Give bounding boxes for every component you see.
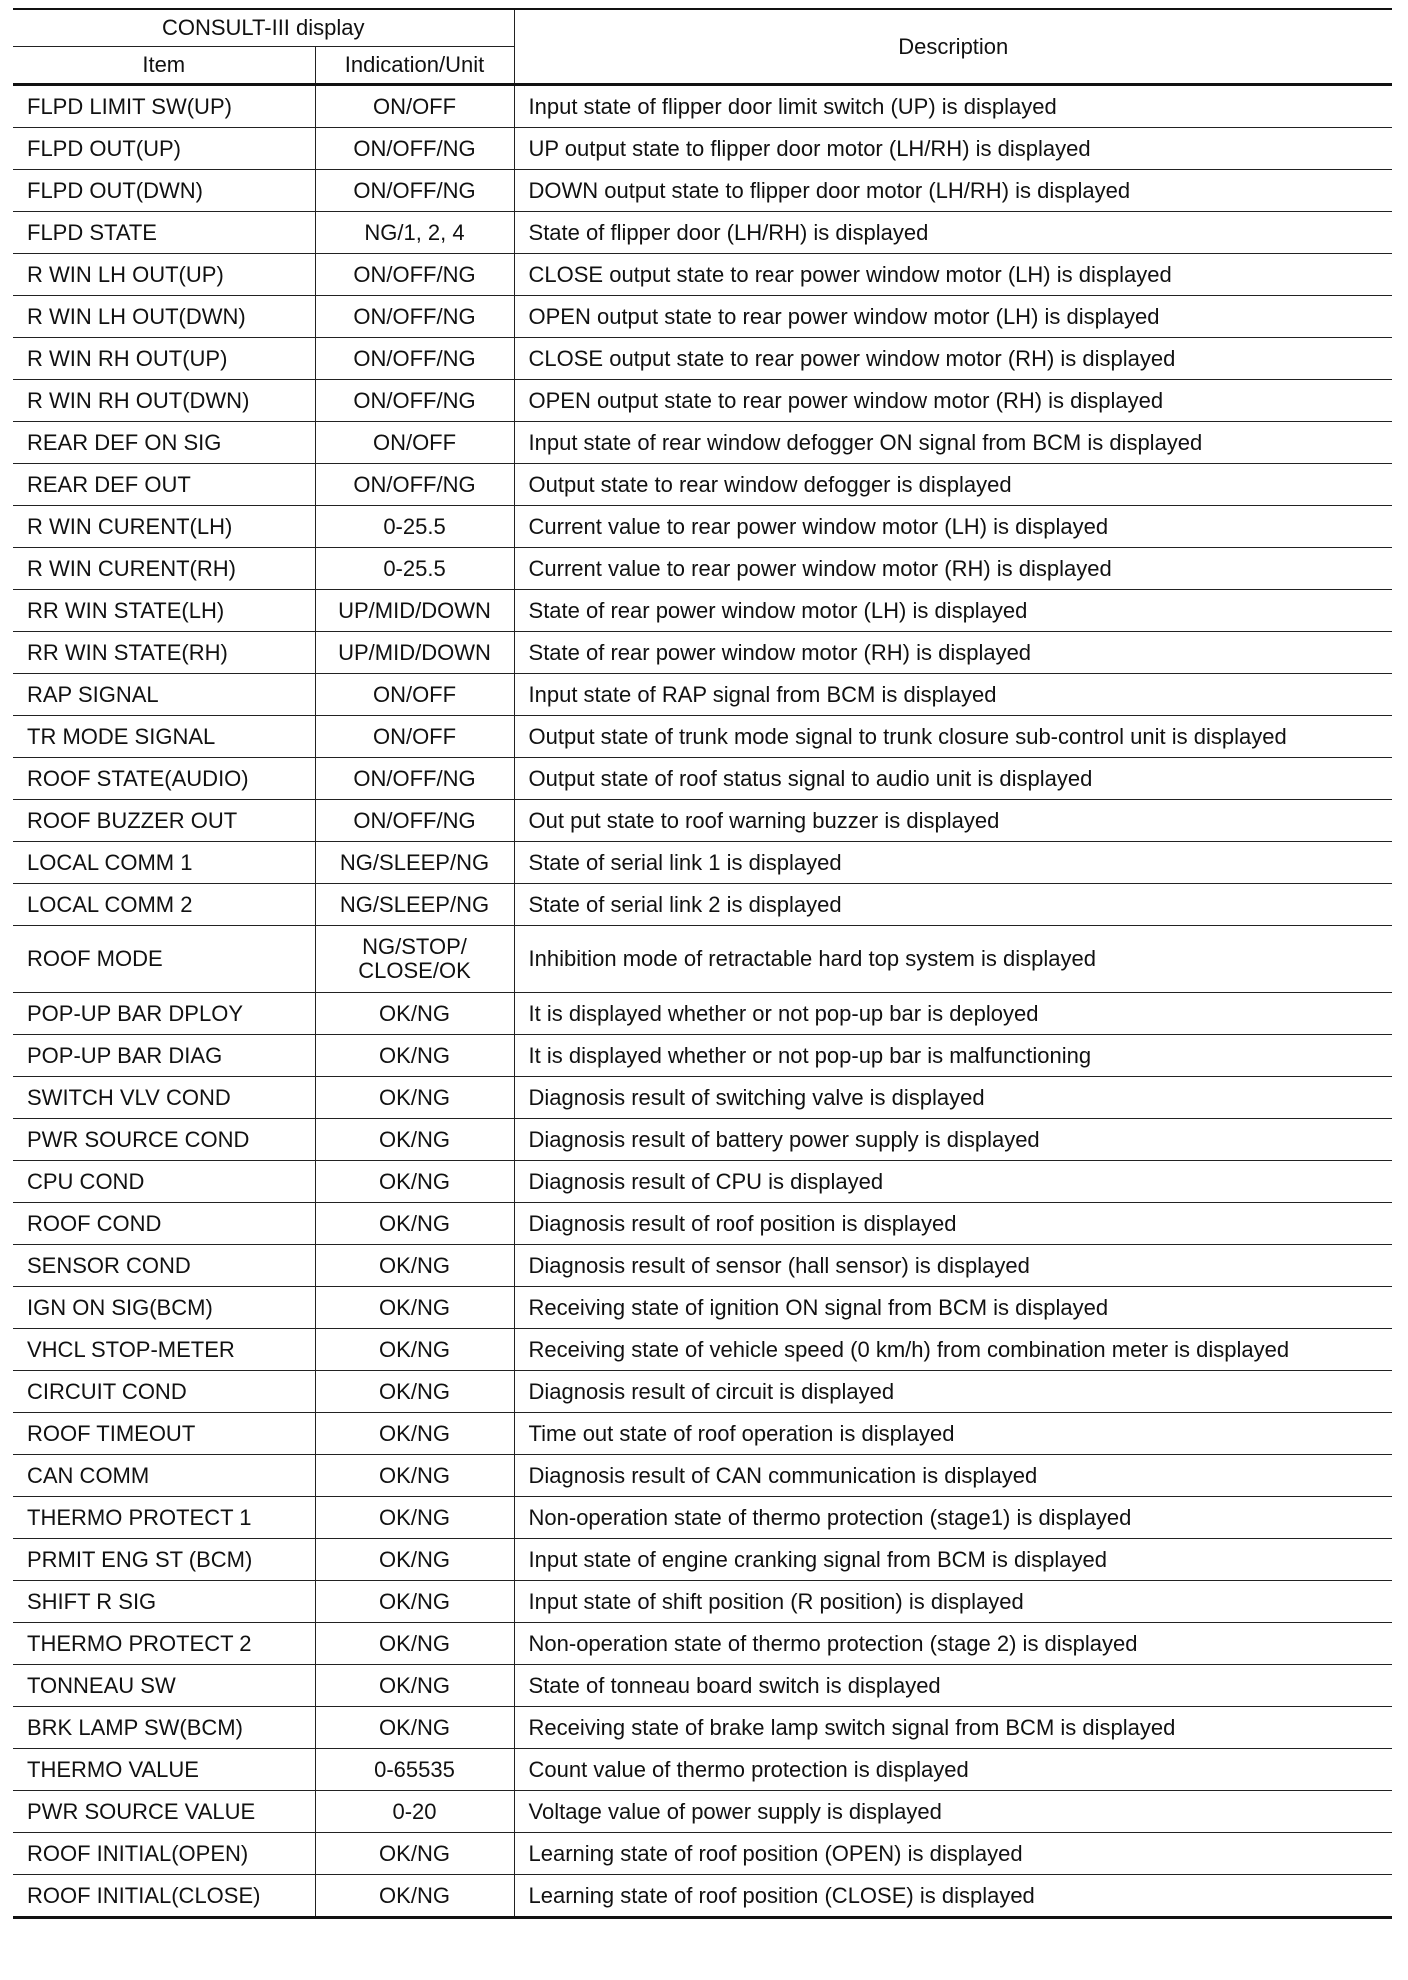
row-item: RR WIN STATE(RH) — [13, 632, 315, 674]
table-row — [13, 1833, 1392, 1875]
row-description: Input state of shift position (R position) is displayed — [514, 1581, 1392, 1623]
row-item: R WIN RH OUT(UP) — [13, 338, 315, 380]
table-row — [13, 1623, 1392, 1665]
row-item: ROOF TIMEOUT — [13, 1413, 315, 1455]
header-item: Item — [13, 47, 315, 85]
row-description: Receiving state of vehicle speed (0 km/h) from combination meter is displayed — [514, 1329, 1392, 1371]
row-indication-unit: OK/NG — [315, 1413, 514, 1455]
row-item: LOCAL COMM 1 — [13, 842, 315, 884]
header-description: Description — [514, 9, 1392, 85]
row-description: State of serial link 2 is displayed — [514, 884, 1392, 926]
row-description: Inhibition mode of retractable hard top system is displayed — [514, 926, 1392, 993]
row-description: Diagnosis result of roof position is displayed — [514, 1203, 1392, 1245]
table-row — [13, 338, 1392, 380]
row-indication-unit: 0-25.5 — [315, 548, 514, 590]
row-item: VHCL STOP-METER — [13, 1329, 315, 1371]
row-indication-unit: OK/NG — [315, 993, 514, 1035]
table-row — [13, 464, 1392, 506]
row-description: State of rear power window motor (RH) is displayed — [514, 632, 1392, 674]
table-row — [13, 296, 1392, 338]
row-indication-unit: 0-25.5 — [315, 506, 514, 548]
row-item: R WIN LH OUT(UP) — [13, 254, 315, 296]
row-indication-unit: ON/OFF — [315, 422, 514, 464]
table-row — [13, 1329, 1392, 1371]
row-description: Diagnosis result of circuit is displayed — [514, 1371, 1392, 1413]
row-description: State of tonneau board switch is displayed — [514, 1665, 1392, 1707]
row-description: State of rear power window motor (LH) is displayed — [514, 590, 1392, 632]
row-item: ROOF COND — [13, 1203, 315, 1245]
row-description: Output state of trunk mode signal to trunk closure sub-control unit is displayed — [514, 716, 1392, 758]
row-indication-unit: ON/OFF/NG — [315, 170, 514, 212]
row-indication-unit-line1: NG/STOP/ — [362, 934, 467, 959]
row-item: FLPD LIMIT SW(UP) — [13, 85, 315, 128]
table-row — [13, 1455, 1392, 1497]
row-description: Count value of thermo protection is displayed — [514, 1749, 1392, 1791]
row-item: TR MODE SIGNAL — [13, 716, 315, 758]
row-description: Input state of engine cranking signal from BCM is displayed — [514, 1539, 1392, 1581]
table-row — [13, 1665, 1392, 1707]
row-indication-unit: ON/OFF/NG — [315, 296, 514, 338]
table-row — [13, 1413, 1392, 1455]
row-description: Input state of rear window defogger ON signal from BCM is displayed — [514, 422, 1392, 464]
row-indication-unit: ON/OFF/NG — [315, 254, 514, 296]
row-description: State of serial link 1 is displayed — [514, 842, 1392, 884]
table-row — [13, 632, 1392, 674]
table-row — [13, 506, 1392, 548]
table-row — [13, 716, 1392, 758]
table-row — [13, 548, 1392, 590]
row-item: FLPD OUT(UP) — [13, 128, 315, 170]
row-item: ROOF STATE(AUDIO) — [13, 758, 315, 800]
table-row — [13, 1371, 1392, 1413]
row-indication-unit: OK/NG — [315, 1875, 514, 1918]
row-indication-unit: NG/1, 2, 4 — [315, 212, 514, 254]
row-indication-unit: OK/NG — [315, 1497, 514, 1539]
table-row — [13, 1245, 1392, 1287]
row-indication-unit — [315, 926, 514, 993]
row-indication-unit: OK/NG — [315, 1119, 514, 1161]
row-description: State of flipper door (LH/RH) is displayed — [514, 212, 1392, 254]
row-indication-unit: OK/NG — [315, 1455, 514, 1497]
row-item: POP-UP BAR DIAG — [13, 1035, 315, 1077]
table-row — [13, 1875, 1392, 1918]
row-indication-unit: OK/NG — [315, 1329, 514, 1371]
row-item: BRK LAMP SW(BCM) — [13, 1707, 315, 1749]
row-item: PWR SOURCE VALUE — [13, 1791, 315, 1833]
row-item: LOCAL COMM 2 — [13, 884, 315, 926]
row-item: CIRCUIT COND — [13, 1371, 315, 1413]
table-row — [13, 926, 1392, 993]
row-indication-unit: OK/NG — [315, 1035, 514, 1077]
row-description: UP output state to flipper door motor (LH/RH) is displayed — [514, 128, 1392, 170]
table-body — [13, 85, 1392, 1918]
row-description: Receiving state of brake lamp switch signal from BCM is displayed — [514, 1707, 1392, 1749]
table-row — [13, 674, 1392, 716]
header-indication-unit: Indication/Unit — [315, 47, 514, 85]
row-item: THERMO PROTECT 1 — [13, 1497, 315, 1539]
table-row — [13, 800, 1392, 842]
row-item: CPU COND — [13, 1161, 315, 1203]
row-indication-unit: OK/NG — [315, 1287, 514, 1329]
row-item: ROOF BUZZER OUT — [13, 800, 315, 842]
row-indication-unit: OK/NG — [315, 1245, 514, 1287]
row-indication-unit: ON/OFF/NG — [315, 380, 514, 422]
row-description: Output state to rear window defogger is displayed — [514, 464, 1392, 506]
row-item: THERMO VALUE — [13, 1749, 315, 1791]
table-row — [13, 1077, 1392, 1119]
row-indication-unit-line2: CLOSE/OK — [358, 958, 471, 983]
row-description: Current value to rear power window motor (RH) is displayed — [514, 548, 1392, 590]
table-row — [13, 1161, 1392, 1203]
row-item: REAR DEF OUT — [13, 464, 315, 506]
table-row — [13, 85, 1392, 128]
row-item: THERMO PROTECT 2 — [13, 1623, 315, 1665]
table-row — [13, 254, 1392, 296]
row-description: DOWN output state to flipper door motor (LH/RH) is displayed — [514, 170, 1392, 212]
row-description: Learning state of roof position (CLOSE) is displayed — [514, 1875, 1392, 1918]
consult-display-table-container — [13, 8, 1392, 1919]
row-description: Diagnosis result of CPU is displayed — [514, 1161, 1392, 1203]
table-row — [13, 1203, 1392, 1245]
row-description: OPEN output state to rear power window motor (RH) is displayed — [514, 380, 1392, 422]
row-description: Input state of flipper door limit switch (UP) is displayed — [514, 85, 1392, 128]
row-item: FLPD STATE — [13, 212, 315, 254]
row-item: POP-UP BAR DPLOY — [13, 993, 315, 1035]
row-item: ROOF INITIAL(OPEN) — [13, 1833, 315, 1875]
row-indication-unit: ON/OFF/NG — [315, 128, 514, 170]
row-description: OPEN output state to rear power window motor (LH) is displayed — [514, 296, 1392, 338]
row-indication-unit: ON/OFF/NG — [315, 800, 514, 842]
table-row — [13, 1287, 1392, 1329]
row-item: SHIFT R SIG — [13, 1581, 315, 1623]
row-indication-unit: ON/OFF/NG — [315, 758, 514, 800]
row-item: ROOF MODE — [13, 926, 315, 993]
row-item: PWR SOURCE COND — [13, 1119, 315, 1161]
row-indication-unit: UP/MID/DOWN — [315, 632, 514, 674]
row-description: It is displayed whether or not pop-up bar is deployed — [514, 993, 1392, 1035]
row-item: R WIN LH OUT(DWN) — [13, 296, 315, 338]
row-indication-unit: ON/OFF — [315, 85, 514, 128]
row-item: RAP SIGNAL — [13, 674, 315, 716]
row-description: Diagnosis result of battery power supply is displayed — [514, 1119, 1392, 1161]
table-row — [13, 170, 1392, 212]
row-indication-unit: OK/NG — [315, 1623, 514, 1665]
row-description: Non-operation state of thermo protection (stage1) is displayed — [514, 1497, 1392, 1539]
row-item: FLPD OUT(DWN) — [13, 170, 315, 212]
table-row — [13, 1539, 1392, 1581]
row-indication-unit: OK/NG — [315, 1371, 514, 1413]
row-item: PRMIT ENG ST (BCM) — [13, 1539, 315, 1581]
row-indication-unit: OK/NG — [315, 1665, 514, 1707]
row-indication-unit: ON/OFF — [315, 716, 514, 758]
row-description: Non-operation state of thermo protection (stage 2) is displayed — [514, 1623, 1392, 1665]
table-row — [13, 1035, 1392, 1077]
row-item: SENSOR COND — [13, 1245, 315, 1287]
table-row — [13, 422, 1392, 464]
row-indication-unit: OK/NG — [315, 1539, 514, 1581]
row-item: REAR DEF ON SIG — [13, 422, 315, 464]
table-row — [13, 884, 1392, 926]
row-item: RR WIN STATE(LH) — [13, 590, 315, 632]
row-description: Diagnosis result of sensor (hall sensor) is displayed — [514, 1245, 1392, 1287]
row-item: CAN COMM — [13, 1455, 315, 1497]
row-description: CLOSE output state to rear power window motor (LH) is displayed — [514, 254, 1392, 296]
row-description: Diagnosis result of switching valve is displayed — [514, 1077, 1392, 1119]
row-description: Current value to rear power window motor (LH) is displayed — [514, 506, 1392, 548]
table-row — [13, 1749, 1392, 1791]
table-row — [13, 1497, 1392, 1539]
row-item: IGN ON SIG(BCM) — [13, 1287, 315, 1329]
row-indication-unit: OK/NG — [315, 1077, 514, 1119]
row-indication-unit: ON/OFF/NG — [315, 338, 514, 380]
table-row — [13, 590, 1392, 632]
consult-display-table — [13, 8, 1392, 1919]
row-indication-unit: OK/NG — [315, 1203, 514, 1245]
table-row — [13, 212, 1392, 254]
row-item: SWITCH VLV COND — [13, 1077, 315, 1119]
row-indication-unit: NG/SLEEP/NG — [315, 842, 514, 884]
row-description: It is displayed whether or not pop-up bar is malfunctioning — [514, 1035, 1392, 1077]
row-description: CLOSE output state to rear power window motor (RH) is displayed — [514, 338, 1392, 380]
row-item: R WIN RH OUT(DWN) — [13, 380, 315, 422]
table-row — [13, 380, 1392, 422]
row-indication-unit: 0-20 — [315, 1791, 514, 1833]
row-indication-unit: OK/NG — [315, 1161, 514, 1203]
row-item: TONNEAU SW — [13, 1665, 315, 1707]
row-indication-unit: OK/NG — [315, 1707, 514, 1749]
row-description: Input state of RAP signal from BCM is displayed — [514, 674, 1392, 716]
row-description: Out put state to roof warning buzzer is displayed — [514, 800, 1392, 842]
table-row — [13, 758, 1392, 800]
row-description: Diagnosis result of CAN communication is displayed — [514, 1455, 1392, 1497]
table-row — [13, 1581, 1392, 1623]
header-consult-display: CONSULT-III display — [13, 9, 514, 47]
row-description: Learning state of roof position (OPEN) is displayed — [514, 1833, 1392, 1875]
table-row — [13, 128, 1392, 170]
row-description: Receiving state of ignition ON signal from BCM is displayed — [514, 1287, 1392, 1329]
row-indication-unit: UP/MID/DOWN — [315, 590, 514, 632]
row-item: R WIN CURENT(RH) — [13, 548, 315, 590]
row-indication-unit: 0-65535 — [315, 1749, 514, 1791]
row-indication-unit: NG/SLEEP/NG — [315, 884, 514, 926]
row-description: Output state of roof status signal to audio unit is displayed — [514, 758, 1392, 800]
row-description: Time out state of roof operation is displayed — [514, 1413, 1392, 1455]
row-indication-unit: ON/OFF/NG — [315, 464, 514, 506]
table-row — [13, 993, 1392, 1035]
table-row — [13, 1707, 1392, 1749]
row-description: Voltage value of power supply is displayed — [514, 1791, 1392, 1833]
row-item: R WIN CURENT(LH) — [13, 506, 315, 548]
table-header — [13, 9, 1392, 85]
row-indication-unit: OK/NG — [315, 1581, 514, 1623]
table-row — [13, 1791, 1392, 1833]
table-row — [13, 1119, 1392, 1161]
row-indication-unit: ON/OFF — [315, 674, 514, 716]
table-row — [13, 842, 1392, 884]
row-item: ROOF INITIAL(CLOSE) — [13, 1875, 315, 1918]
row-indication-unit: OK/NG — [315, 1833, 514, 1875]
